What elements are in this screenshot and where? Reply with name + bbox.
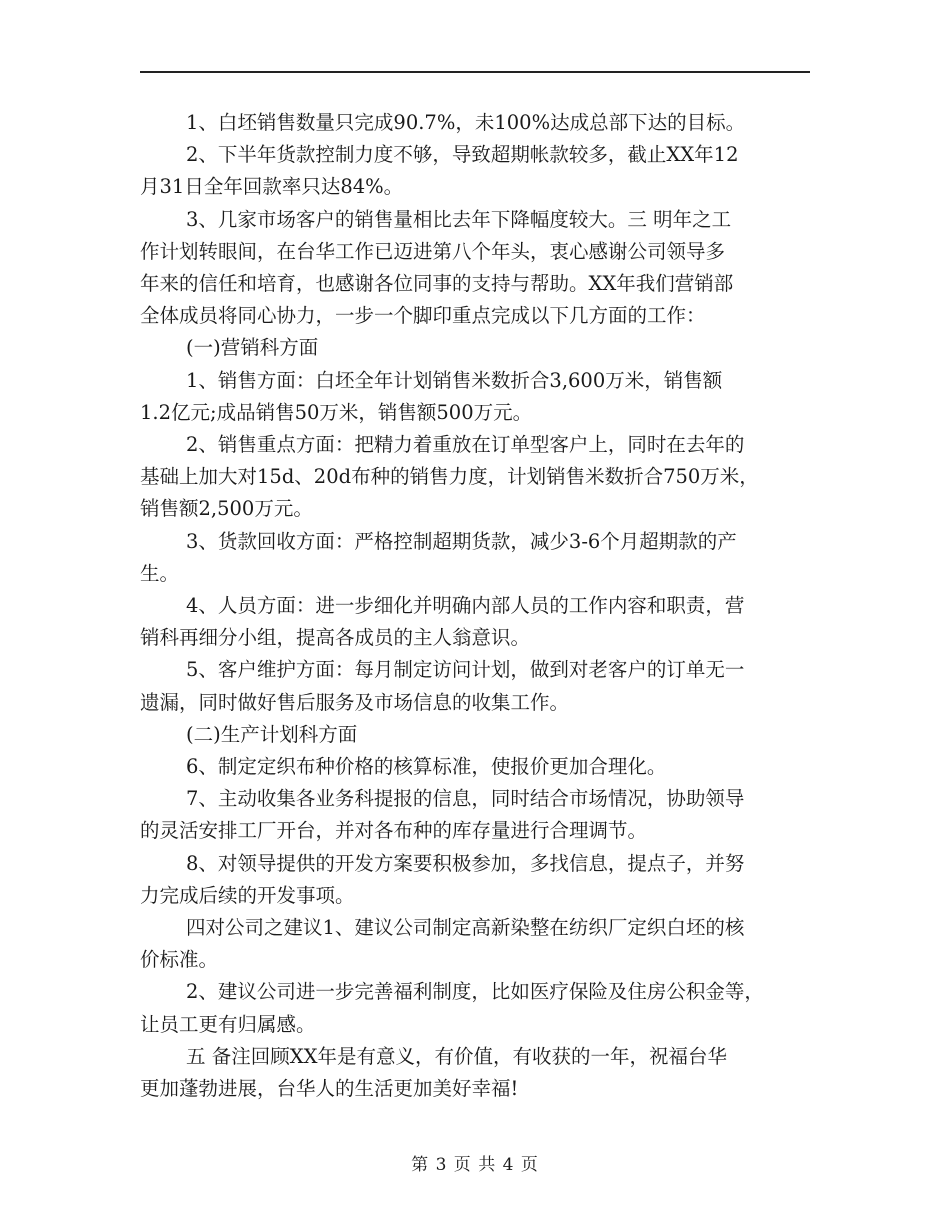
paragraph xyxy=(140,204,815,333)
paragraph xyxy=(140,783,815,847)
text-line: (一)营销科方面 xyxy=(186,336,319,360)
text-line: (二)生产计划科方面 xyxy=(186,722,358,746)
text-line: 3、几家市场客户的销售量相比去年下降幅度较大。三 明年之工 xyxy=(186,207,732,231)
paragraph xyxy=(140,1041,815,1105)
paragraph xyxy=(140,751,815,783)
text-line: 年来的信任和培育，也感谢各位同事的支持与帮助。XX年我们营销部 xyxy=(140,272,734,296)
text-line: 5、客户维护方面：每月制定访问计划，做到对老客户的订单无一 xyxy=(186,658,745,682)
header-rule xyxy=(140,71,810,73)
text-line: 1、白坯销售数量只完成90.7%，未100%达成总部下达的目标。 xyxy=(186,111,746,134)
text-line: 的灵活安排工厂开台，并对各布种的库存量进行合理调节。 xyxy=(140,819,648,843)
paragraph xyxy=(140,429,815,526)
text-line: 五 备注回顾XX年是有意义，有价值，有收获的一年，祝福台华 xyxy=(186,1044,727,1068)
text-line: 销售额2,500万元。 xyxy=(140,497,313,521)
document-body xyxy=(140,107,815,1105)
text-line: 全体成员将同心协力，一步一个脚印重点完成以下几方面的工作： xyxy=(140,304,706,328)
paragraph xyxy=(140,526,815,590)
text-line: 2、建议公司进一步完善福利制度，比如医疗保险及住房公积金等， xyxy=(186,980,764,1004)
text-line: 8、对领导提供的开发方案要积极参加，多找信息，提点子，并努 xyxy=(186,851,745,875)
text-line: 2、下半年货款控制力度不够，导致超期帐款较多，截止XX年12 xyxy=(186,143,739,167)
text-line: 2、销售重点方面：把精力着重放在订单型客户上，同时在去年的 xyxy=(186,433,745,457)
text-line: 更加蓬勃进展，台华人的生活更加美好幸福! xyxy=(140,1077,519,1101)
paragraph xyxy=(140,107,815,139)
paragraph xyxy=(140,976,815,1040)
paragraph xyxy=(140,719,815,751)
text-line: 销科再细分小组，提高各成员的主人翁意识。 xyxy=(140,626,531,650)
text-line: 生。 xyxy=(140,561,180,585)
text-line: 力完成后续的开发事项。 xyxy=(140,883,355,907)
paragraph xyxy=(140,654,815,718)
text-line: 四对公司之建议1、建议公司制定高新染整在纺织厂定织白坯的核 xyxy=(186,916,745,940)
page-number-label: 第 3 页 共 4 页 xyxy=(411,1155,539,1175)
paragraph xyxy=(140,139,815,203)
text-line: 作计划转眼间，在台华工作已迈进第八个年头，衷心感谢公司领导多 xyxy=(140,239,726,263)
page-footer xyxy=(0,1153,950,1177)
text-line: 3、货款回收方面：严格控制超期货款，减少3-6个月超期款的产 xyxy=(186,529,737,553)
paragraph xyxy=(140,365,815,429)
paragraph xyxy=(140,332,815,364)
text-line: 月31日全年回款率只达84%。 xyxy=(140,175,404,199)
text-line: 基础上加大对15d、20d布种的销售力度，计划销售米数折合750万米， xyxy=(140,465,759,489)
paragraph xyxy=(140,912,815,976)
text-line: 7、主动收集各业务科提报的信息，同时结合市场情况，协助领导 xyxy=(186,787,745,811)
text-line: 4、人员方面：进一步细化并明确内部人员的工作内容和职责，营 xyxy=(186,594,745,618)
text-line: 1.2亿元;成品销售50万米，销售额500万元。 xyxy=(140,400,533,424)
paragraph xyxy=(140,590,815,654)
text-line: 遗漏，同时做好售后服务及市场信息的收集工作。 xyxy=(140,690,570,714)
text-line: 让员工更有归属感。 xyxy=(140,1012,316,1036)
text-line: 价标准。 xyxy=(140,948,219,972)
text-line: 6、制定定织布种价格的核算标准，使报价更加合理化。 xyxy=(186,755,667,779)
paragraph xyxy=(140,848,815,912)
text-line: 1、销售方面：白坯全年计划销售米数折合3,600万米，销售额 xyxy=(186,368,723,392)
